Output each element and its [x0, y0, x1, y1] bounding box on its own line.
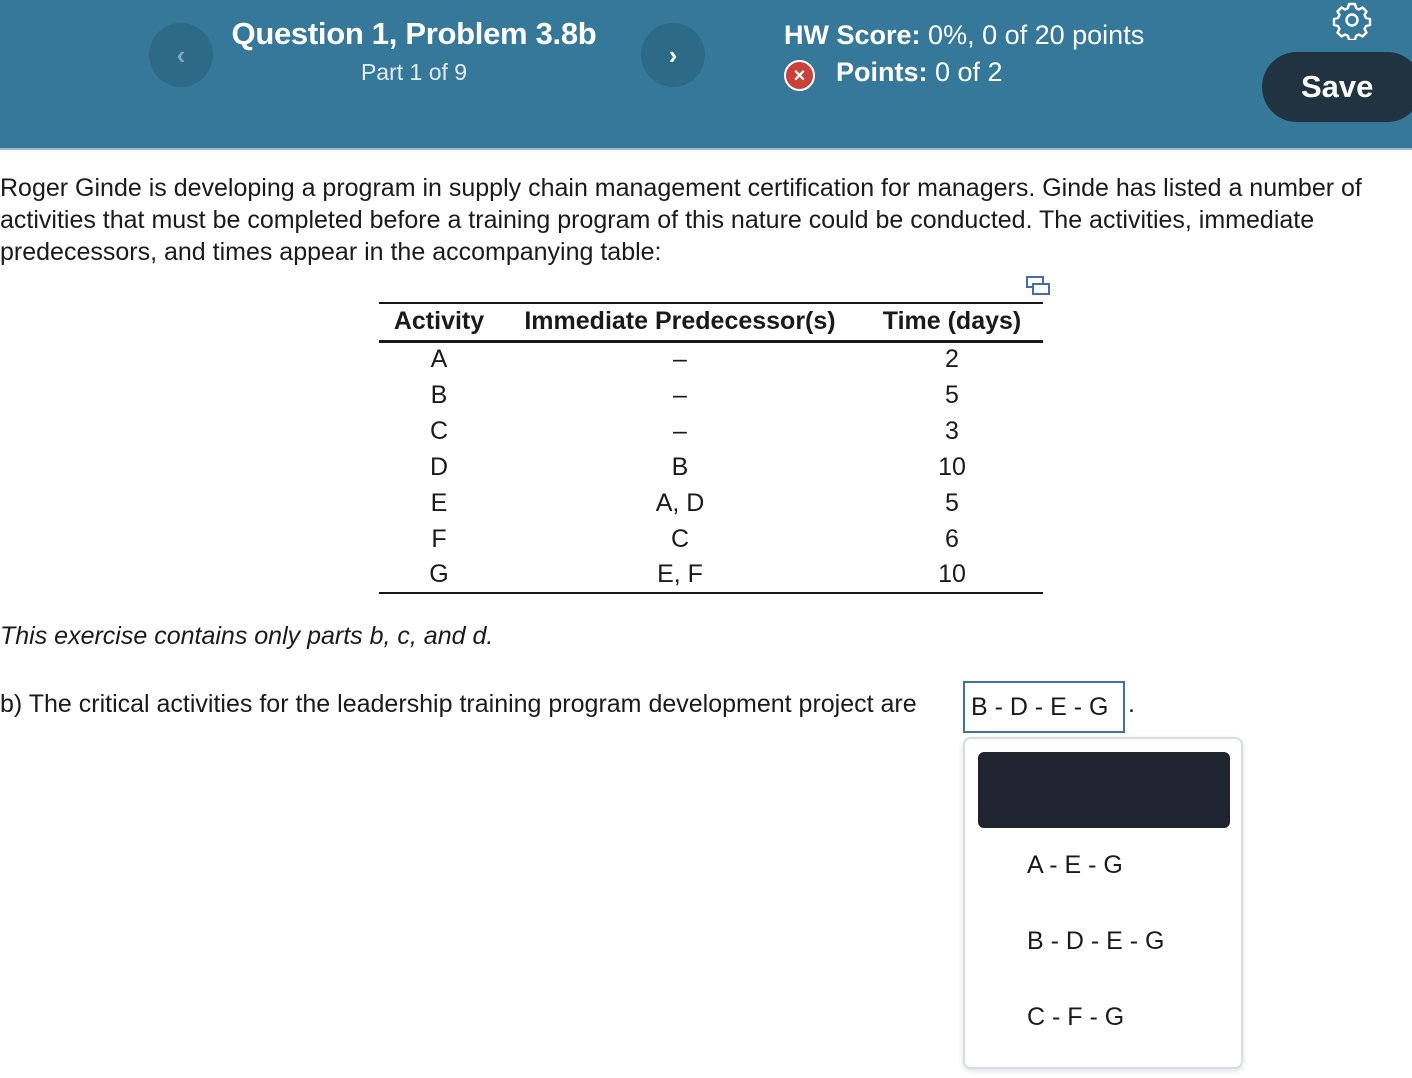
cell-activity: A: [430, 345, 448, 374]
cell-predecessors: –: [673, 416, 687, 445]
header-time: Time (days): [861, 303, 1043, 341]
activity-table: [379, 302, 1043, 594]
cell-time: 10: [861, 557, 1043, 593]
dropdown-option-blank[interactable]: [978, 752, 1230, 828]
hw-score-label: HW Score:: [784, 20, 921, 50]
chevron-left-icon: ‹: [176, 39, 186, 70]
cell-predecessors: A, D: [655, 488, 705, 517]
cell-predecessors: C: [670, 524, 690, 553]
next-question-button[interactable]: [641, 23, 705, 87]
table-row: [379, 521, 1043, 557]
cell-activity: B: [430, 380, 448, 409]
cell-activity: C: [429, 416, 449, 445]
cell-predecessors: E, F: [499, 557, 861, 593]
cell-time: 6: [945, 524, 959, 553]
answer-dropdown-menu: [963, 737, 1243, 1069]
cell-predecessors: –: [673, 380, 687, 409]
copy-table-icon[interactable]: [1025, 275, 1051, 297]
hw-score-value: 0%, 0 of 20 points: [928, 20, 1145, 50]
cell-predecessors: –: [673, 345, 687, 374]
gear-icon[interactable]: [1332, 0, 1372, 40]
header-predecessors: Immediate Predecessor(s): [499, 303, 861, 341]
dropdown-option[interactable]: B - D - E - G: [1027, 927, 1165, 955]
chevron-right-icon: ›: [668, 39, 678, 70]
points-score: [836, 57, 1003, 88]
header-activity: Activity: [379, 303, 499, 341]
dropdown-option[interactable]: A - E - G: [1027, 851, 1123, 879]
table-row: [379, 377, 1043, 413]
cell-time: 10: [938, 452, 966, 481]
cell-activity: E: [430, 488, 448, 517]
table-row: [379, 557, 1043, 593]
points-value: 0 of 2: [935, 57, 1003, 87]
cell-activity: F: [431, 524, 447, 553]
part-b-question: b) The critical activities for the leadership training program development project are: [0, 690, 917, 718]
part-indicator: Part 1 of 9: [360, 59, 468, 85]
exercise-note: This exercise contains only parts b, c, and d.: [0, 622, 494, 650]
question-title: Question 1, Problem 3.8b: [231, 16, 597, 51]
cell-predecessors: B: [671, 452, 689, 481]
part-b-answer-select[interactable]: [963, 681, 1125, 733]
cell-activity: D: [429, 452, 449, 481]
table-row: [379, 485, 1043, 521]
points-label: Points:: [836, 57, 928, 87]
cell-time: 5: [945, 380, 959, 409]
table-row: [379, 341, 1043, 377]
hw-score: [784, 20, 1144, 51]
cell-time: 3: [945, 416, 959, 445]
cell-time: 2: [945, 345, 959, 374]
dropdown-option[interactable]: C - F - G: [1027, 1003, 1125, 1031]
table-header-row: [379, 303, 1043, 341]
question-header: [0, 0, 1412, 150]
cell-activity: G: [379, 557, 499, 593]
save-button[interactable]: Save: [1262, 52, 1412, 122]
selected-answer: B - D - E - G: [971, 692, 1109, 721]
x-circle-icon: ×: [784, 60, 815, 91]
table-row: [379, 413, 1043, 449]
table-row: [379, 449, 1043, 485]
cell-time: 5: [945, 488, 959, 517]
problem-statement: Roger Ginde is developing a program in supply chain management certification for managers. Ginde has listed a number of activities that must be completed before a training program of this nature could be conducted. The activities, immediate predecessors, and times appear in the accompanying table:: [0, 174, 1362, 266]
sentence-period: .: [1128, 690, 1135, 718]
